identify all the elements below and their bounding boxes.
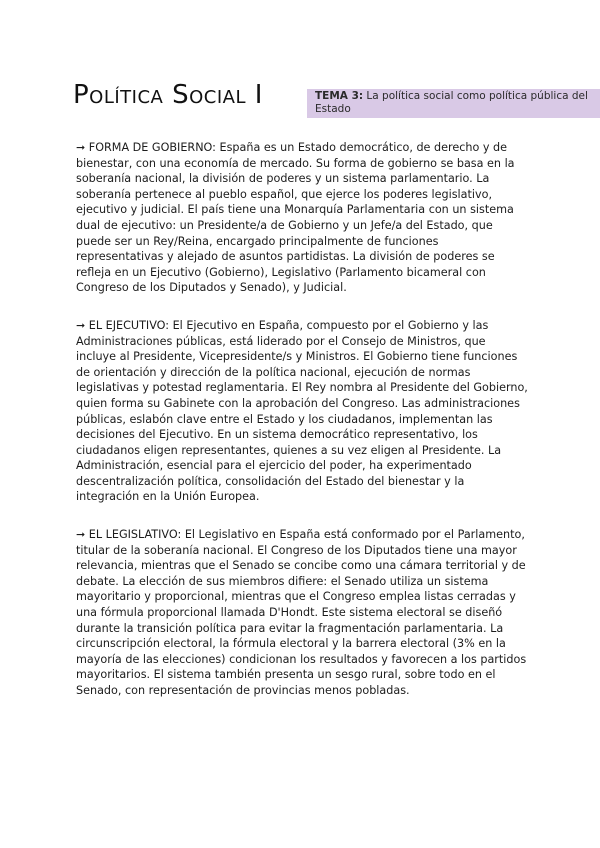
arrow-icon: ➞ xyxy=(76,528,86,542)
topic-text: La política social como política pública del Estado xyxy=(315,90,588,115)
section-heading: EL EJECUTIVO: xyxy=(88,318,170,332)
arrow-icon: ➞ xyxy=(76,318,86,332)
section-forma-de-gobierno xyxy=(76,140,528,296)
section-ejecutivo xyxy=(76,318,528,505)
topic-banner xyxy=(307,89,600,118)
section-text: El Legislativo en España está conformado por el Parlamento, titular de la soberanía nacional. El Congreso de los Diputados tiene una mayor relevancia, mientras que el Senado se concibe como una cámara territorial y de debate. La elección de sus miembros difiere: el Senado utiliza un sistema mayoritario y proporcional, mientras que el Congreso emplea listas cerradas y una fórmula proporcional llamada D'Hondt. Este sistema electoral se diseñó durante la transición política para evitar la fragmentación parlamentaria. La circunscripción electoral, la fórmula electoral y la barrera electoral (3% en la mayoría de las elecciones) condicionan los resultados y favorecen a los partidos mayoritarios. El sistema también presenta un sesgo rural, sobre todo en el Senado, con representación de provincias menos pobladas. xyxy=(76,528,527,697)
section-text: España es un Estado democrático, de derecho y de bienestar, con una economía de mercado. Su forma de gobierno se basa en la soberanía nacional, la división de poderes y un sistema parlamentario. La soberanía pertenece al pueblo español, que ejerce los poderes legislativo, ejecutivo y judicial. El país tiene una Monarquía Parlamentaria con un sistema dual de ejecutivo: un Presidente/a de Gobierno y un Jefe/a del Estado, que puede ser un Rey/Reina, encargado principalmente de funciones representativas y alejado de asuntos partidistas. La división de poderes se refleja en un Ejecutivo (Gobierno), Legislativo (Parlamento bicameral con Congreso de los Diputados y Senado), y Judicial. xyxy=(76,141,515,295)
section-heading: FORMA DE GOBIERNO: xyxy=(88,141,216,154)
arrow-icon: ➞ xyxy=(76,141,86,154)
topic-label: TEMA 3: xyxy=(315,90,364,102)
section-heading: EL LEGISLATIVO: xyxy=(88,528,182,542)
section-legislativo xyxy=(76,527,528,699)
section-text: El Ejecutivo en España, compuesto por el Gobierno y las Administraciones públicas, está liderado por el Consejo de Ministros, que incluye al Presidente, Vicepresidente/s y Ministros. El Gobierno tiene funciones de orientación y dirección de la política nacional, ejecución de normas legislativas y potestad reglamentaria. El Rey nombra al Presidente del Gobierno, quien forma su Gabinete con la aprobación del Congreso. Las administraciones públicas, eslabón clave entre el Estado y los ciudadanos, implementan las decisiones del Ejecutivo. En un sistema democrático representativo, los ciudadanos eligen representantes, quienes a su vez eligen al Presidente. La Administración, esencial para el ejercicio del poder, ha experimentado descentralización política, consolidación del Estado del bienestar y la integración en la Unión Europea. xyxy=(76,318,528,504)
document-body xyxy=(76,140,528,721)
page-title: Política Social I xyxy=(73,80,263,110)
